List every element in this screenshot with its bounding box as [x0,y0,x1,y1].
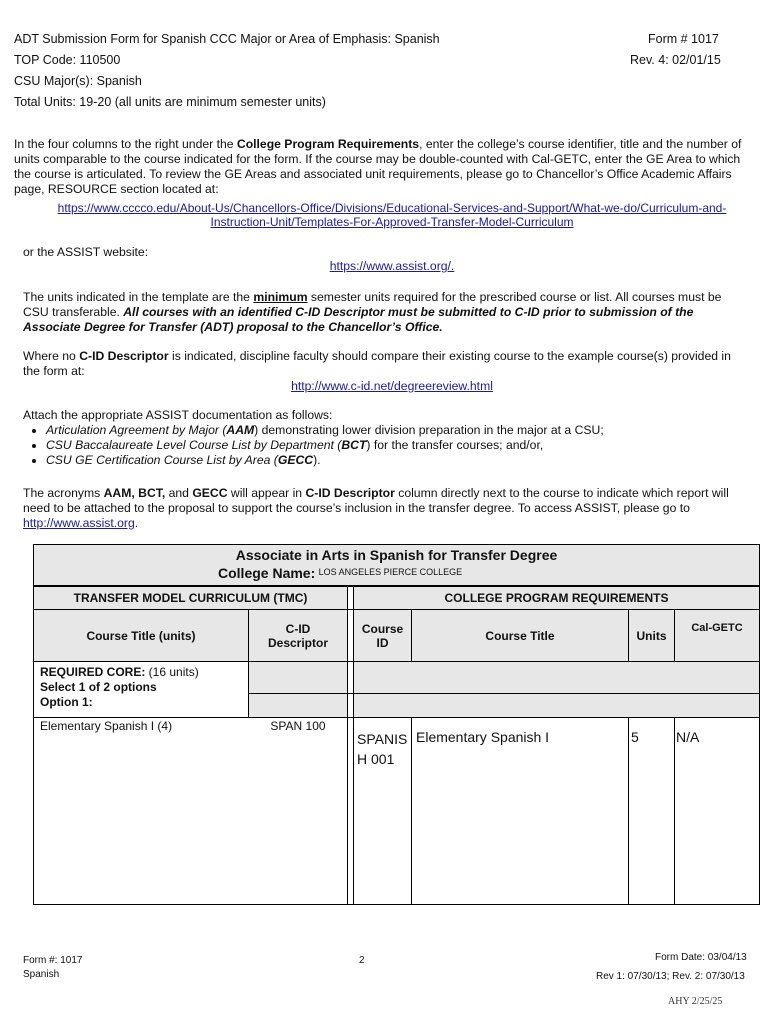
assist-label: or the ASSIST website: [23,245,149,259]
col-cal-getc: Cal-GETC [675,610,759,661]
tmc-course: Elementary Spanish I (4) [40,719,173,733]
required-core-label: REQUIRED CORE: (16 units) Select 1 of 2 options Option 1: [40,665,199,709]
divider [628,717,629,905]
col-cid-descriptor: C-ID Descriptor [249,610,347,661]
form-number: Form # 1017 [648,32,719,46]
divider [674,610,675,661]
course-calgetc[interactable]: N/A [676,729,700,745]
cpr-header: COLLEGE PROGRAM REQUIREMENTS [354,587,759,609]
divider [248,610,249,717]
cpr-shaded-cell [354,662,759,693]
footer-discipline: Spanish [23,969,60,980]
degree-title: Associate in Arts in Spanish for Transfer Degree [235,547,558,563]
footer-form-date: Form Date: 03/04/13 [655,952,747,963]
cid-shaded-cell [249,694,347,717]
attach-label: Attach the appropriate ASSIST documentation as follows: [23,408,333,422]
list-item: • CSU Baccalaureate Level Course List by Department (BCT) for the transfer courses; and/or, [46,438,770,453]
csu-majors: CSU Major(s): Spanish [14,74,142,88]
list-item: • CSU GE Certification Course List by Area (GECC). [46,453,770,468]
cid-paragraph: Where no C-ID Descriptor is indicated, discipline faculty should compare their existing course to the example course(s) provided in the form at: [23,349,731,378]
assist-link-2[interactable]: http://www.assist.org [23,516,135,530]
footer-revisions: Rev 1: 07/30/13; Rev. 2: 07/30/13 [596,971,745,982]
col-course-title: Course Title [412,610,628,661]
divider [33,661,760,662]
college-name-label: College Name: [218,565,316,581]
cpr-shaded-cell [354,694,759,717]
divider [33,609,760,610]
divider [248,693,760,694]
assist-link[interactable]: https://www.assist.org/. [329,259,455,273]
course-units[interactable]: 5 [631,729,639,745]
minimum-units-paragraph: The units indicated in the template are the minimum semester units required for the prescribed course or list. All courses must be CSU transferable. All courses with an identified C-ID Descriptor must be submitted to C-ID prior to submission of the Associate Degree for Transfer (ADT) proposal to the Chancellor’s Office. [23,290,722,334]
divider [347,587,348,905]
divider [353,587,354,905]
form-title: ADT Submission Form for Spanish CCC Major or Area of Emphasis: Spanish [14,32,440,46]
tmc-header: TRANSFER MODEL CURRICULUM (TMC) [34,587,347,609]
course-id[interactable]: SPANISH 001 [357,731,408,767]
intro-paragraph: In the four columns to the right under the College Program Requirements, enter the college’s course identifier, title and the number of units comparable to the course indicated for the form. If the course may be double-counted with Cal-GETC, enter the GE Area to which the course is articulated. To review the GE Areas and associated unit requirements, please go to Chancellor’s Office Academic Affairs page, RESOURCE section located at: [14,137,742,196]
top-code: TOP Code: 110500 [14,53,121,67]
course-title[interactable]: Elementary Spanish I [416,729,550,745]
divider [33,717,760,718]
col-course-title-units: Course Title (units) [34,610,248,661]
college-name-row [218,565,462,581]
revision: Rev. 4: 02/01/15 [630,53,721,67]
cid-link[interactable]: http://www.c-id.net/degreereview.html [291,379,493,393]
divider [628,610,629,661]
college-name: LOS ANGELES PIERCE COLLEGE [318,567,463,577]
divider [674,717,675,905]
page-number: 2 [359,955,365,966]
footer-form-no: Form #: 1017 [23,955,83,966]
cid-descriptor: SPAN 100 [270,719,326,733]
divider [411,717,412,905]
col-units: Units [629,610,674,661]
list-item: • Articulation Agreement by Major (AAM) demonstrating lower division preparation in the major at a CSU; [46,423,770,438]
col-course-id: Course ID [354,610,411,661]
acronyms-paragraph: The acronyms AAM, BCT, and GECC will appear in C-ID Descriptor column directly next to the course to indicate which report will need to be attached to the proposal to support the course’s inclusion in the transfer degree. To access ASSIST, please go to http://www.assist.org. [23,486,729,530]
review-stamp: AHY 2/25/25 [668,996,723,1007]
cid-shaded-cell [249,662,347,693]
total-units: Total Units: 19-20 (all units are minimum semester units) [14,95,326,109]
assist-doc-list [0,423,770,468]
divider [33,585,760,587]
resource-link[interactable]: https://www.cccco.edu/About-Us/Chancellors-Office/Divisions/Educational-Services-and-Support/What-we-do/Curriculum-and- Instruction-Unit/Templates-For-Approved-Transfer-Model-Curriculum [57,201,727,229]
divider [411,610,412,661]
